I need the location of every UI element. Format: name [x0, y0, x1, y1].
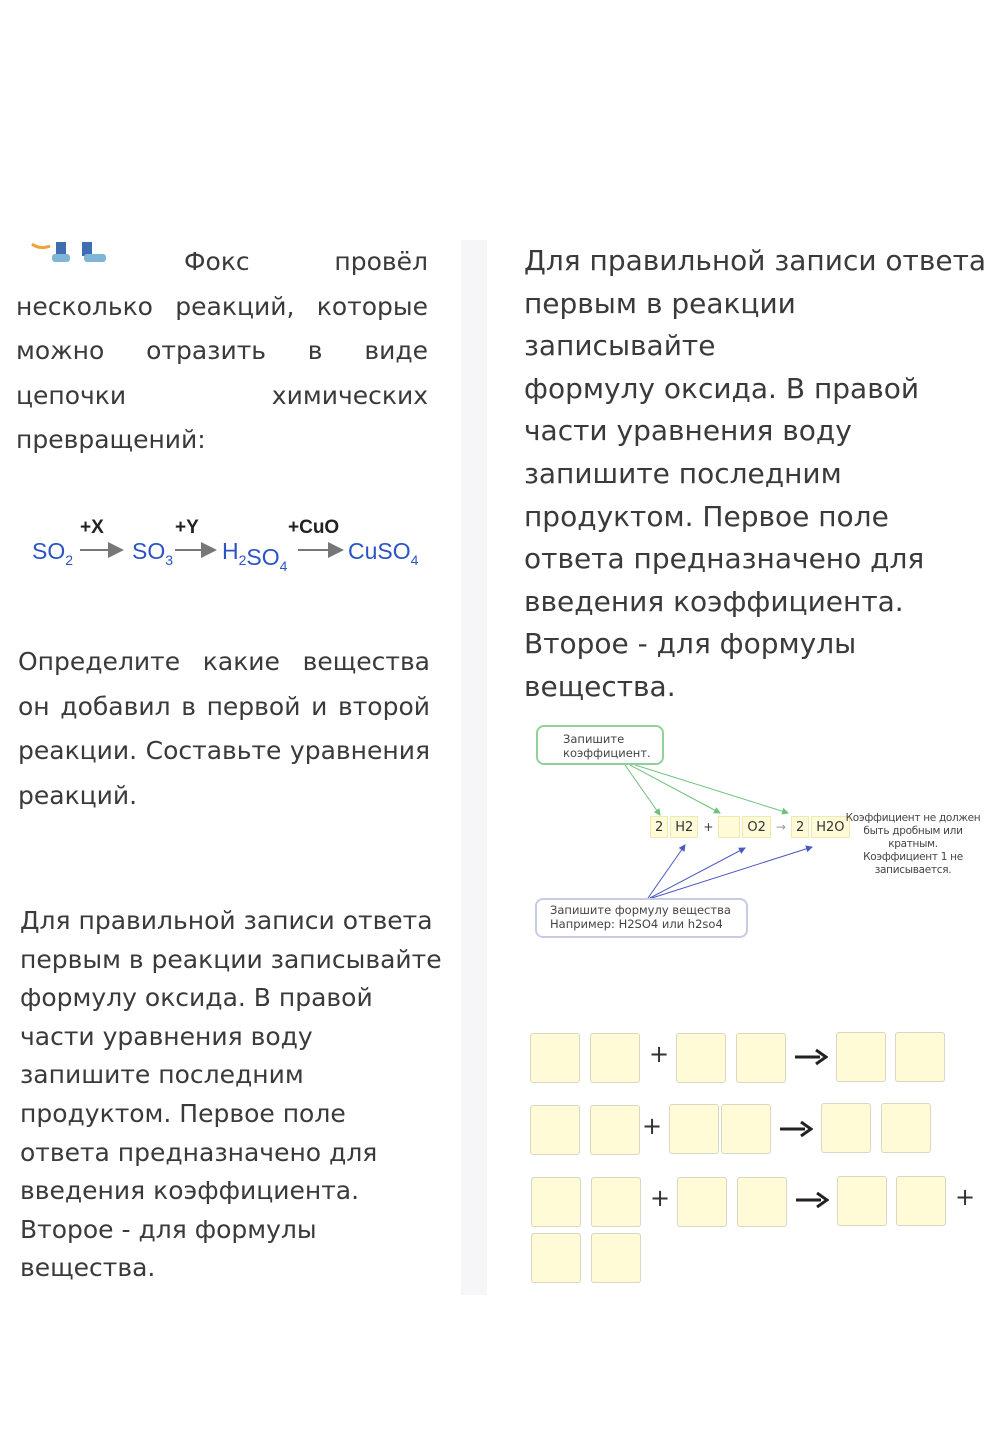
example-formula-1: H2 [670, 816, 698, 838]
example-coef-1: 2 [650, 816, 668, 838]
row1-product1-coef-input[interactable] [836, 1032, 886, 1082]
example-arrow: → [775, 820, 786, 834]
row1-reactant1-coef-input[interactable] [530, 1033, 580, 1083]
row3-plus-1: + [650, 1184, 671, 1212]
coefficient-rule-line: Коэффициент 1 не [863, 851, 963, 863]
row2-reactant1-formula-input[interactable] [590, 1105, 640, 1155]
example-formula-3: H2O [811, 816, 849, 838]
example-equation [650, 814, 850, 840]
row3-product1-coef-input[interactable] [837, 1176, 887, 1226]
row3-product2-formula-input[interactable] [591, 1233, 641, 1283]
example-formula-2: O2 [742, 816, 771, 838]
instruction-left-line: формулу оксида. В правой [20, 983, 373, 1013]
chain-formula-2: $SO_3$ [132, 538, 174, 568]
instruction-left-line: первым в реакции записывайте [20, 944, 442, 974]
instruction-right-line: вещества. [524, 669, 676, 703]
instruction-right-line: первым в реакции записывайте [524, 286, 796, 363]
instruction-left-line: Для правильной записи ответа [20, 906, 433, 935]
instruction-left-line: введения коэффициента. [20, 1176, 360, 1206]
coefficient-rule-line: записывается. [874, 864, 952, 876]
row2-reactant2-coef-input[interactable] [669, 1104, 719, 1154]
column-divider [461, 240, 487, 1295]
formula-callout: Запишите формулу вещества Например: H2SO4 или h2so4 [535, 898, 748, 938]
row3-reactant1-coef-input[interactable] [531, 1177, 581, 1227]
row1-reactant2-coef-input[interactable] [676, 1033, 726, 1083]
instruction-right-line: продуктом. Первое поле [524, 499, 889, 533]
coefficient-rule-line: кратным. [888, 838, 938, 850]
reagent-x: +X [80, 517, 104, 538]
instruction-right-line: формулу оксида. В правой [524, 371, 920, 405]
instruction-right-line: Для правильной записи ответа [524, 244, 987, 277]
row1-reactant2-formula-input[interactable] [736, 1033, 786, 1083]
row3-reactant2-formula-input[interactable] [737, 1177, 787, 1227]
row2-arrow-icon [779, 1119, 813, 1139]
coefficient-callout: Запишите коэффициент. [536, 725, 664, 765]
row2-product1-formula-input[interactable] [881, 1103, 931, 1153]
instruction-right-line: части уравнения воду [524, 414, 852, 448]
hint-illustration [530, 720, 990, 950]
intro-paragraph [16, 240, 428, 463]
instruction-right-line: запишите последним [524, 456, 842, 490]
row3-plus-2: + [955, 1183, 976, 1211]
row3-product2-coef-input[interactable] [531, 1233, 581, 1283]
reagent-y: +Y [175, 517, 199, 538]
instruction-left-line: продуктом. Первое поле [20, 1098, 346, 1128]
task-text: Определите какие вещества он добавил в первой и второй реакции. Составьте уравнения реакций. [18, 647, 430, 810]
row2-reactant2-formula-input[interactable] [721, 1104, 771, 1154]
row3-product1-formula-input[interactable] [896, 1176, 946, 1226]
instruction-left-line: Второе - для формулы [20, 1214, 317, 1244]
instruction-right-line: Второе - для формулы [524, 627, 857, 661]
chain-formula-4: CuSO$_4$ [348, 538, 419, 568]
row2-reactant1-coef-input[interactable] [530, 1105, 580, 1155]
example-coef-2 [718, 816, 740, 838]
intro-rest: провёл несколько реакций, которые можно отразить в виде цепочки химических превращений: [16, 247, 428, 454]
example-plus: + [703, 820, 714, 834]
coefficient-rule-note [838, 812, 988, 877]
row2-plus: + [642, 1112, 663, 1140]
reagent-cuo: +CuO [288, 517, 340, 538]
row3-reactant2-coef-input[interactable] [677, 1177, 727, 1227]
chain-formula-3: $H_2SO_4$ [222, 538, 288, 574]
chain-formula-1: $SO_2$ [32, 538, 74, 568]
instruction-left-line: части уравнения воду [20, 1021, 313, 1051]
row1-product1-formula-input[interactable] [895, 1032, 945, 1082]
instruction-right-line: введения коэффициента. [524, 584, 904, 618]
coefficient-rule-line: быть дробным или [863, 825, 963, 837]
chemical-chain [30, 505, 440, 585]
coefficient-rule-line: Коэффициент не должен [845, 812, 981, 824]
row1-plus: + [649, 1040, 670, 1068]
row3-reactant1-formula-input[interactable] [591, 1177, 641, 1227]
row2-product1-coef-input[interactable] [821, 1103, 871, 1153]
instruction-left [20, 902, 445, 1288]
instruction-right-line: ответа предназначено для [524, 542, 925, 576]
instruction-left-line: ответа предназначено для [20, 1137, 378, 1167]
example-coef-3: 2 [791, 816, 809, 838]
instruction-left-line: вещества. [20, 1253, 156, 1283]
instruction-left-line: запишите последним [20, 1060, 304, 1090]
instruction-right [524, 240, 994, 709]
row3-arrow-icon [795, 1190, 829, 1210]
intro-first-word: Фокс [184, 247, 250, 276]
row1-reactant1-formula-input[interactable] [590, 1033, 640, 1083]
row1-arrow-icon [794, 1047, 828, 1067]
